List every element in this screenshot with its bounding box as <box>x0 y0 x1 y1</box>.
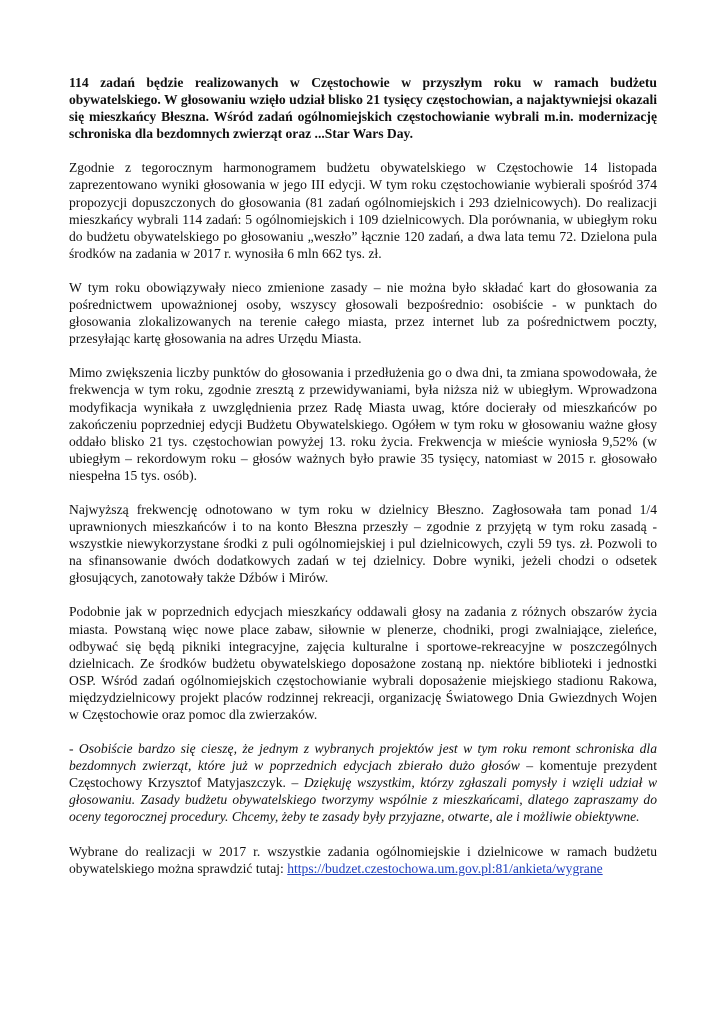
paragraph-tasks: Podobnie jak w poprzednich edycjach mieszkańcy oddawali głosy na zadania z różnych obszarów życia miasta. Powstaną więc nowe place zabaw, siłownie w plenerze, chodniki, progi zwalniające, zieleńce, odbywać się będą pikniki integracyjne, zajęcia kulturalne i sportowe-rekreacyjne w poszczególnych dzielnicach. Ze środków budżetu obywatelskiego doposażone zostaną np. niektóre biblioteki i jednostki OSP. Wśród zadań ogólnomiejskich częstochowianie wybrali doposażenie miejskiego stadionu Rakowa, międzydzielnicowy projekt placów rodzinnej rekreacji, organizację Światowego Dnia Gwiezdnych Wojen w Częstochowie oraz pomoc dla zwierzaków. <box>69 604 657 722</box>
paragraph-bleszno: Najwyższą frekwencję odnotowano w tym roku w dzielnicy Błeszno. Zagłosowała tam ponad 1/4 uprawnionych mieszkańców i to na konto Błeszna przeszły – zgodnie z przyjętą w tym roku zasadą - wszystkie niewykorzystane środki z puli ogólnomiejskiej i pul dzielnicowych, czyli 59 tys. zł. Pozwoli to na sfinansowanie dwóch dodatkowych zadań w tej dzielnicy. Dobre wyniki, jeżeli chodzi o odsetek głosujących, zanotowały także Dźbów i Mirów. <box>69 501 657 586</box>
quote-part-2: – Dziękuję wszystkim, którzy zgłaszali pomysły i wzięli udział w głosowaniu. Zasady budżetu obywatelskiego tworzymy wspólnie z mieszkańcami, dlatego zapraszamy do oceny tegorocznej procedury. Chcemy, żeby te zasady były przyjazne, otwarte, ale i możliwie obiektywne. <box>69 775 658 825</box>
paragraph-turnout: Mimo zwiększenia liczby punktów do głosowania i przedłużenia go o dwa dni, ta zmiana spowodowała, że frekwencja w tym roku, zgodnie zresztą z przewidywaniami, była niższa niż w ubiegłym. Wprowadzona modyfikacja wynikała z uwzględnienia przez Radę Miasta uwag, które docierały od mieszkańców po zakończeniu poprzedniej edycji Budżetu Obywatelskiego. Ogółem w tym roku w głosowaniu ważne głosy oddało blisko 21 tys. częstochowian powyżej 13. roku życia. Frekwencja w mieście wyniosła 9,52% (w ubiegłym – rekordowym roku – głosów ważnych było prawie 35 tysięcy, natomiast w 2015 r. głosowało niespełna 15 tys. osób). <box>69 365 657 483</box>
results-link[interactable]: https://budzet.czestochowa.um.gov.pl:81/ankieta/wygrane <box>287 860 603 876</box>
quote-attribution: – komentuje prezydent Częstochowy Krzysztof Matyjaszczyk. <box>69 758 657 791</box>
quote-part-1: - Osobiście bardzo się cieszę, że jednym z wybranych projektów jest w tym roku remont schroniska dla bezdomnych zwierząt, które już w poprzednich edycjach zbierało dużo głosów <box>69 741 657 774</box>
link-intro-text: Wybrane do realizacji w 2017 r. wszystkie zadania ogólnomiejskie i dzielnicowe w ramach budżetu obywatelskiego można sprawdzić tutaj: <box>69 843 657 876</box>
paragraph-rules: W tym roku obowiązywały nieco zmienione zasady – nie można było składać kart do głosowania za pośrednictwem upoważnionej osoby, wszyscy głosowali bezpośrednio: osobiście - w punktach do głosowania zlokalizowanych na terenie całego miasta, przez internet lub za pośrednictwem poczty, przesyłając kartę głosowania na adres Urzędu Miasta. <box>69 279 657 347</box>
paragraph-link <box>69 843 657 877</box>
article-lead: 114 zadań będzie realizowanych w Częstochowie w przyszłym roku w ramach budżetu obywatelskiego. W głosowaniu wzięło udział blisko 21 tysięcy częstochowian, a najaktywniejsi okazali się mieszkańcy Błeszna. Wśród zadań ogólnomiejskich częstochowianie wybrali m.in. modernizację schroniska dla bezdomnych zwierząt oraz ...Star Wars Day. <box>69 75 657 142</box>
paragraph-quote <box>69 740 657 825</box>
article <box>69 74 657 877</box>
paragraph-results: Zgodnie z tegorocznym harmonogramem budżetu obywatelskiego w Częstochowie 14 listopada zaprezentowano wyniki głosowania w jego III edycji. W tym roku częstochowianie wybierali spośród 374 propozycji dopuszczonych do głosowania (81 zadań ogólnomiejskich i 293 dzielnicowych). Do realizacji mieszkańcy wybrali 114 zadań: 5 ogólnomiejskich i 109 dzielnicowych. Dla porównania, w ubiegłym roku do budżetu obywatelskiego po głosowaniu „weszło” łącznie 120 zadań, a dwa lata temu 72. Dzielona pula środków na zadania w 2017 r. wynosiła 6 mln 662 tys. zł. <box>69 160 657 261</box>
